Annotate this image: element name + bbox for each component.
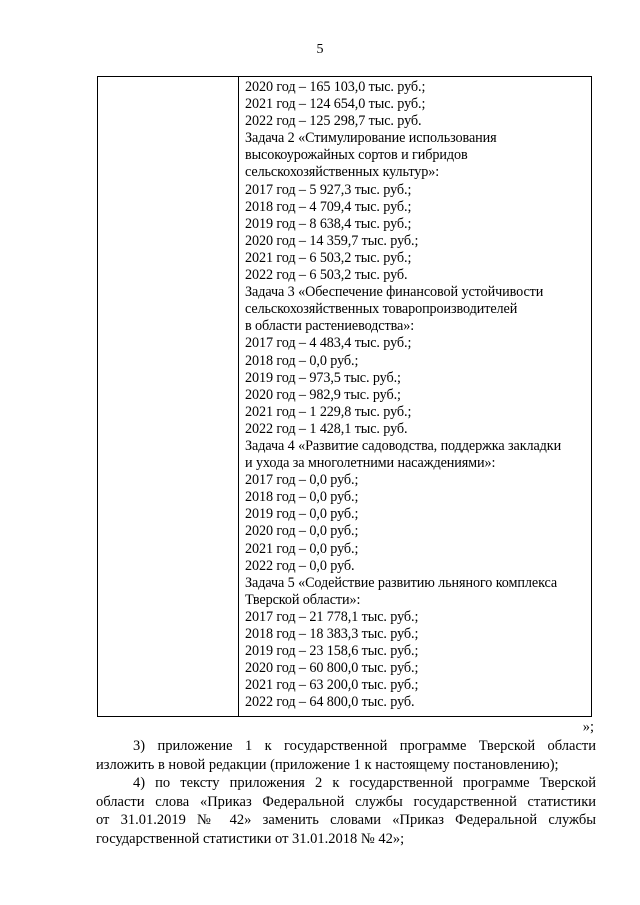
table-line: Задача 2 «Стимулирование использования: [245, 130, 497, 147]
table-line: 2020 год – 60 800,0 тыс. руб.;: [245, 660, 419, 677]
table-line: 2022 год – 125 298,7 тыс. руб.: [245, 113, 422, 130]
table-line: 2018 год – 18 383,3 тыс. руб.;: [245, 626, 419, 642]
table-line: 2020 год – 0,0 руб.;: [245, 523, 359, 540]
table-line: 2022 год – 0,0 руб.: [245, 557, 355, 574]
funding-table: [97, 76, 592, 717]
table-line: Задача 3 «Обеспечение финансовой устойчивости: [245, 284, 544, 301]
table-line: 2021 год – 0,0 руб.;: [245, 540, 359, 557]
table-line: в области растениеводства»:: [245, 318, 415, 335]
table-line: 2018 год – 0,0 руб.;: [245, 352, 359, 369]
table-line: 2019 год – 23 158,6 тыс. руб.;: [245, 643, 419, 660]
table-line: 2019 год – 973,5 тыс. руб.;: [245, 369, 401, 386]
table-line: Задача 5 «Содействие развитию льняного комплекса: [245, 574, 558, 591]
table-line: 2017 год – 0,0 руб.;: [245, 472, 359, 489]
table-line: сельскохозяйственных товаропроизводителей: [245, 301, 518, 318]
table-line: 2022 год – 6 503,2 тыс. руб.: [245, 267, 408, 284]
closing-quote-mark: »;: [582, 719, 594, 735]
table-line: 2021 год – 1 229,8 тыс. руб.;: [245, 403, 412, 420]
table-line: 2019 год – 8 638,4 тыс. руб.;: [245, 215, 412, 232]
table-line: 2020 год – 165 103,0 тыс. руб.;: [245, 79, 426, 95]
table-line: Тверской области»:: [245, 591, 361, 608]
table-line: Задача 4 «Развитие садоводства, поддержка закладки: [245, 437, 562, 454]
table-line: 2022 год – 1 428,1 тыс. руб.: [245, 420, 408, 437]
table-line: 2022 год – 64 800,0 тыс. руб.: [245, 694, 415, 711]
table-left-cell: [98, 77, 239, 716]
table-line: 2017 год – 4 483,4 тыс. руб.;: [245, 335, 412, 352]
paragraph-4-line-3: от 31.01.2019 № 42» заменить словами «Приказ Федеральной службы: [96, 812, 596, 829]
amendment-paragraphs: [96, 737, 596, 849]
table-line: 2020 год – 14 359,7 тыс. руб.;: [245, 232, 419, 249]
table-line: 2021 год – 6 503,2 тыс. руб.;: [245, 249, 412, 266]
table-line: и ухода за многолетними насаждениями»:: [245, 455, 496, 472]
table-line: 2018 год – 0,0 руб.;: [245, 489, 359, 506]
paragraph-3-line-2: изложить в новой редакции (приложение 1 к настоящему постановлению);: [96, 756, 559, 773]
table-line: высокоурожайных сортов и гибридов: [245, 147, 468, 164]
table-line: 2021 год – 124 654,0 тыс. руб.;: [245, 96, 426, 113]
page-number: 5: [316, 42, 324, 57]
table-line: 2021 год – 63 200,0 тыс. руб.;: [245, 677, 419, 694]
paragraph-4-line-2: области слова «Приказ Федеральной службы государственной статистики: [96, 793, 596, 810]
table-line: 2018 год – 4 709,4 тыс. руб.;: [245, 198, 412, 215]
table-line: 2019 год – 0,0 руб.;: [245, 506, 359, 523]
table-line: сельскохозяйственных культур»:: [245, 164, 440, 181]
table-line: 2017 год – 21 778,1 тыс. руб.;: [245, 608, 419, 625]
paragraph-4-line-1: 4) по тексту приложения 2 к государственной программе Тверской: [133, 775, 596, 792]
paragraph-3-line-1: 3) приложение 1 к государственной программе Тверской области: [133, 738, 596, 754]
paragraph-4-line-4: государственной статистики от 31.01.2018 № 42»;: [96, 830, 405, 847]
table-right-cell: [239, 77, 591, 716]
table-line: 2017 год – 5 927,3 тыс. руб.;: [245, 181, 412, 198]
table-line: 2020 год – 982,9 тыс. руб.;: [245, 386, 401, 403]
